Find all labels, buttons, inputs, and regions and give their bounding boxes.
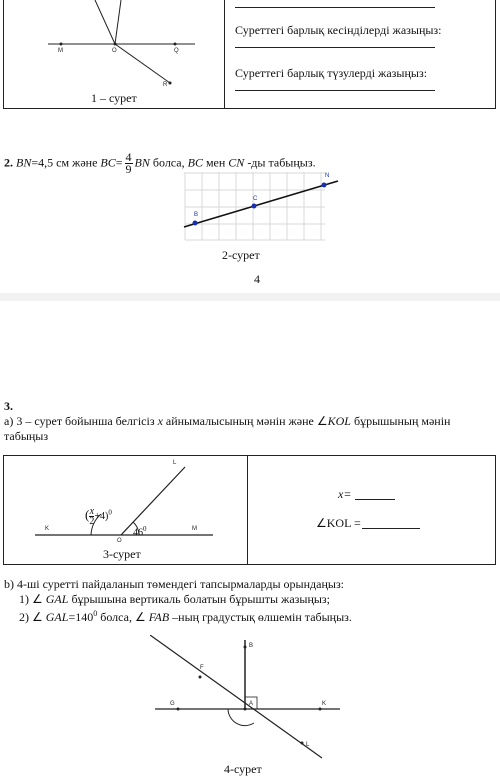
label-g: G bbox=[170, 701, 175, 707]
b2-c: болса, ∠ bbox=[97, 610, 149, 624]
t3-kol: KOL bbox=[327, 414, 351, 428]
ray-ol bbox=[121, 467, 185, 535]
angle-expression bbox=[85, 507, 112, 526]
expr-deg: 0 bbox=[108, 508, 112, 517]
b2-a: 2) ∠ bbox=[19, 610, 46, 624]
prompt-lines: Суреттегі барлық түзулерді жазыңыз: bbox=[235, 66, 428, 80]
point-k bbox=[319, 708, 322, 711]
fig3-caption: 3-сурет bbox=[103, 547, 141, 561]
label-m3: M bbox=[192, 526, 197, 532]
t2-frac-num: 4 bbox=[125, 150, 132, 164]
angle-46 bbox=[133, 525, 147, 538]
point-o bbox=[114, 43, 117, 46]
answer-x-label: x= bbox=[338, 487, 352, 501]
angle-46-deg: 0 bbox=[143, 525, 147, 533]
t2-bc: BC bbox=[100, 155, 116, 170]
task3-number: 3. bbox=[4, 399, 13, 413]
fig3-answer-box bbox=[246, 455, 496, 565]
fig1-caption: 1 – сурет bbox=[91, 91, 137, 105]
b2-b: =140 bbox=[68, 610, 94, 624]
t2-p2: =4,5 см және bbox=[31, 155, 101, 170]
arc-gal bbox=[228, 709, 254, 726]
point-r bbox=[169, 82, 172, 85]
label-k4: K bbox=[322, 701, 327, 707]
point-b4 bbox=[244, 646, 247, 649]
label-a: A bbox=[249, 701, 254, 707]
label-k: K bbox=[45, 526, 50, 532]
t2-p8: мен bbox=[202, 155, 229, 170]
answer-line-segments bbox=[235, 47, 435, 48]
label-n: N bbox=[325, 173, 330, 179]
label-b4: B bbox=[249, 643, 254, 649]
point-m bbox=[60, 43, 63, 46]
t2-p6: болса, bbox=[149, 155, 188, 170]
ray-oa bbox=[95, 0, 115, 44]
label-o: O bbox=[112, 48, 117, 54]
task3-line-cont: табыңыз bbox=[4, 429, 49, 443]
answer-x-line[interactable] bbox=[355, 499, 395, 500]
label-m: M bbox=[58, 48, 63, 54]
label-f: F bbox=[200, 665, 204, 671]
label-o3: O bbox=[117, 538, 122, 544]
page-break bbox=[0, 293, 500, 301]
b1-gal: GAL bbox=[45, 592, 69, 606]
point-l bbox=[301, 742, 304, 745]
answer-line-top bbox=[235, 7, 435, 8]
label-r: R bbox=[163, 82, 168, 88]
prompt-segments: Суреттегі барлық кесінділерді жазыңыз: bbox=[235, 23, 442, 37]
angle-46-value: 46 bbox=[133, 527, 143, 539]
fig2-drawing bbox=[180, 172, 340, 242]
line-bn bbox=[184, 181, 338, 227]
fig4-drawing bbox=[150, 635, 350, 760]
t3-x: x bbox=[157, 414, 163, 428]
t2-p10: -ды табыңыз. bbox=[244, 155, 316, 170]
t3-a1: а) 3 – сурет бойынша белгісіз bbox=[4, 414, 158, 428]
point-c bbox=[252, 204, 257, 209]
b1-b: бұрышына вертикаль болатын бұрышты жазыңыз; bbox=[68, 592, 330, 606]
b1-a: 1) ∠ bbox=[19, 592, 46, 606]
t2-fraction bbox=[125, 152, 133, 175]
fig2-caption: 2-сурет bbox=[222, 248, 260, 262]
b2-fab: FAB bbox=[148, 610, 170, 624]
b2-deg: 0 bbox=[93, 609, 98, 618]
task3b-item2 bbox=[19, 607, 352, 624]
expr-open: ( bbox=[85, 507, 90, 522]
answer-line-lines bbox=[235, 90, 435, 91]
task2-number: 2. bbox=[4, 155, 13, 170]
expr-den: 2 bbox=[89, 516, 95, 528]
label-b: B bbox=[194, 212, 199, 218]
label-q: Q bbox=[174, 48, 179, 54]
t2-bn2: BN bbox=[134, 155, 150, 170]
label-l: L bbox=[173, 460, 177, 466]
t2-frac-den: 9 bbox=[125, 162, 132, 176]
point-f bbox=[199, 676, 202, 679]
expr-plus: +4) bbox=[94, 511, 109, 522]
b2-gal: GAL bbox=[45, 610, 69, 624]
point-b bbox=[193, 221, 198, 226]
line-fl bbox=[150, 635, 322, 758]
task3b-item1 bbox=[19, 592, 330, 606]
point-g bbox=[177, 708, 180, 711]
task3-line-a bbox=[4, 414, 450, 428]
label-c: C bbox=[253, 196, 258, 202]
t2-cn: CN bbox=[228, 155, 245, 170]
fig4-caption: 4-сурет bbox=[224, 762, 262, 776]
answer-kol-line[interactable] bbox=[362, 528, 420, 529]
t3-a3: бұрышының мәнін bbox=[350, 414, 451, 428]
task3b-intro: b) 4-ші суретті пайдаланып төмендегі тапсырмаларды орындаңыз: bbox=[4, 577, 345, 591]
page-number: 4 bbox=[254, 272, 260, 286]
expr-num: x bbox=[89, 506, 95, 518]
b2-d: –ның градустық өлшемін табыңыз. bbox=[169, 610, 352, 624]
ray-ob bbox=[115, 0, 121, 44]
point-n bbox=[322, 183, 327, 188]
t2-bn: BN bbox=[16, 155, 32, 170]
ray-or bbox=[115, 44, 170, 83]
point-q bbox=[174, 43, 177, 46]
fig1-answer-box bbox=[223, 0, 496, 109]
t2-eq: = bbox=[115, 155, 123, 170]
point-a bbox=[244, 708, 247, 711]
label-l4: L bbox=[306, 742, 310, 748]
answer-kol-label: ∠KOL = bbox=[316, 516, 361, 530]
t2-bc2: BC bbox=[187, 155, 203, 170]
t3-a2: айнымалысының мәнін және ∠ bbox=[162, 414, 328, 428]
